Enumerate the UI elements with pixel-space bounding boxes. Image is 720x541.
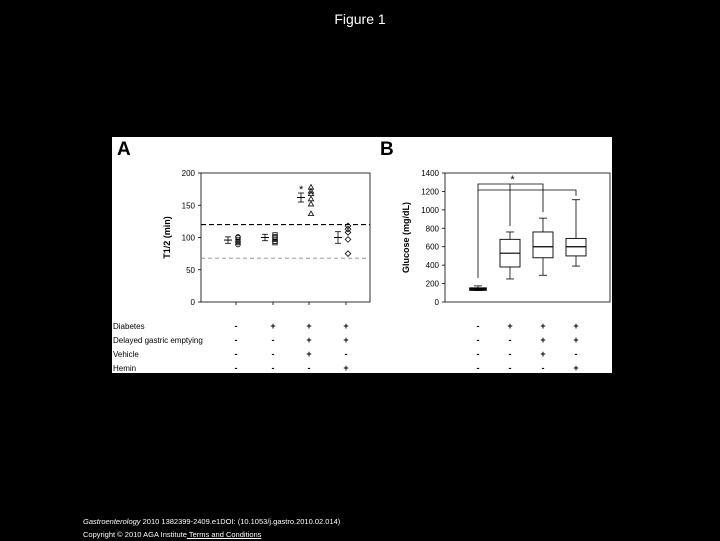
- panel-a-label: A: [117, 139, 131, 160]
- figure-title: Figure 1: [334, 11, 386, 27]
- condition-value-a: +: [270, 321, 276, 331]
- y-tick-label: 0: [434, 298, 439, 307]
- y-axis-label: T1/2 (min): [162, 216, 172, 259]
- data-point: [345, 237, 351, 243]
- y-tick-label: 1000: [421, 205, 439, 215]
- condition-value-a: +: [306, 349, 312, 359]
- condition-value-a: -: [234, 321, 238, 331]
- condition-value-b: -: [476, 335, 480, 345]
- condition-value-a: +: [343, 335, 349, 345]
- condition-value-b: +: [540, 349, 546, 359]
- condition-value-a: -: [234, 335, 238, 345]
- condition-value-b: +: [540, 321, 546, 331]
- plot-frame: [445, 173, 610, 302]
- significance-bracket: [478, 190, 576, 196]
- journal-name: Gastroenterology: [83, 517, 141, 526]
- box: [533, 232, 553, 258]
- condition-value-b: +: [573, 321, 579, 331]
- y-tick-label: 400: [425, 261, 439, 271]
- copyright-text: Copyright © 2010 AGA Institute: [83, 530, 187, 539]
- condition-value-a: -: [234, 349, 238, 359]
- y-tick-label: 150: [181, 201, 195, 211]
- figure-panel: [112, 137, 612, 373]
- condition-value-a: -: [271, 349, 275, 359]
- citation-footer: [83, 515, 340, 541]
- y-tick-label: 600: [425, 242, 439, 252]
- condition-value-b: -: [508, 349, 512, 359]
- condition-value-b: +: [573, 335, 579, 345]
- condition-value-a: -: [307, 363, 311, 373]
- y-tick-label: 100: [181, 233, 195, 243]
- data-point: [308, 196, 313, 201]
- data-point: [273, 240, 277, 244]
- significance-marker: *: [299, 184, 304, 197]
- condition-label: Delayed gastric emptying: [113, 336, 203, 345]
- condition-value-b: -: [574, 349, 578, 359]
- y-tick-label: 200: [181, 169, 195, 178]
- condition-value-b: -: [508, 363, 512, 373]
- y-tick-label: 1200: [421, 187, 439, 197]
- condition-value-a: +: [306, 321, 312, 331]
- y-tick-label: 200: [425, 279, 439, 289]
- condition-value-a: +: [306, 335, 312, 345]
- y-tick-label: 800: [425, 224, 439, 234]
- condition-label: Vehicle: [113, 350, 139, 359]
- figure-svg: [112, 137, 612, 373]
- citation-text: 2010 1382399-2409.e1DOI: (10.1053/j.gastro.2010.02.014): [140, 517, 341, 526]
- y-tick-label: 1400: [421, 169, 439, 178]
- condition-value-a: +: [343, 363, 349, 373]
- condition-value-a: -: [271, 363, 275, 373]
- significance-marker: *: [510, 174, 515, 186]
- y-tick-label: 0: [190, 298, 195, 307]
- condition-label: Hemin: [113, 364, 137, 373]
- condition-value-b: -: [476, 363, 480, 373]
- terms-link[interactable]: Terms and Conditions: [186, 530, 262, 539]
- condition-value-b: -: [476, 349, 480, 359]
- condition-value-a: -: [234, 363, 238, 373]
- y-tick-label: 50: [186, 265, 195, 275]
- conditions-table: [113, 321, 579, 373]
- data-point: [308, 201, 313, 206]
- condition-value-b: +: [573, 363, 579, 373]
- condition-value-b: +: [540, 335, 546, 345]
- condition-value-a: -: [344, 349, 348, 359]
- condition-value-a: +: [343, 321, 349, 331]
- plot-frame: [201, 173, 370, 302]
- data-point: [345, 251, 351, 257]
- y-axis-label: Glucose (mg/dL): [401, 201, 411, 274]
- condition-value-a: -: [271, 335, 275, 345]
- condition-value-b: -: [541, 363, 545, 373]
- condition-value-b: -: [508, 335, 512, 345]
- condition-value-b: -: [476, 321, 480, 331]
- panel-a-plot: [162, 169, 370, 307]
- condition-label: Diabetes: [113, 322, 145, 331]
- data-point: [308, 211, 313, 216]
- condition-value-b: +: [507, 321, 513, 331]
- panel-b-plot: [401, 169, 610, 307]
- panel-b-label: B: [380, 139, 394, 160]
